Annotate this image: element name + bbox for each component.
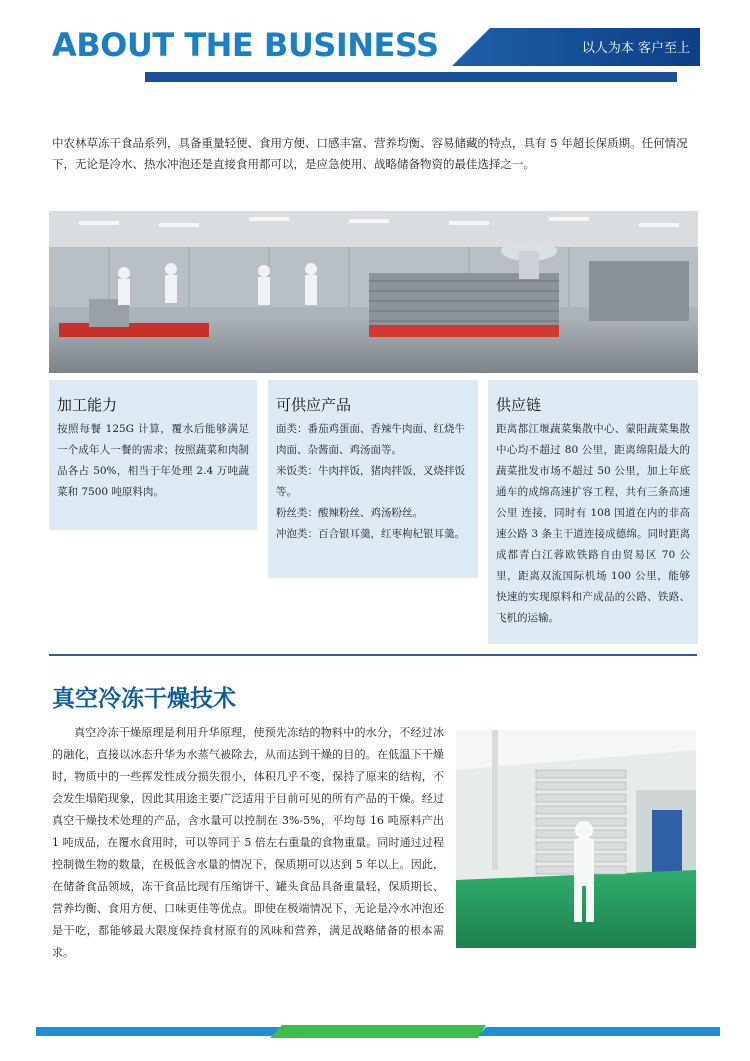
box-title: 加工能力 — [57, 396, 118, 414]
box-title: 供应链 — [496, 396, 542, 414]
product-line-rice: 米饭类：牛肉拌饭，猪肉拌饭，叉烧拌饭等。 — [276, 465, 465, 498]
section-divider — [49, 654, 697, 656]
page-title: ABOUT THE BUSINESS — [52, 26, 439, 64]
cleanroom-photo — [456, 730, 696, 948]
box-body: 按照每餐 125G 计算，覆水后能够满足一个成年人一餐的需求；按照蔬菜和肉制品各占 50%，相当于年处理 2.4 万吨蔬菜和 7500 吨原料肉。 — [57, 423, 249, 498]
factory-photo — [49, 211, 698, 373]
section-title: 真空冷冻干燥技术 — [52, 686, 236, 712]
info-box-processing-capacity — [49, 380, 257, 530]
tech-paragraph: 真空冷冻干燥原理是利用升华原理，使预先冻结的物料中的水分，不经过冰的融化，直接以冰态升华为水蒸气被除去，从而达到干燥的目的。在低温下干燥时，物质中的一些挥发性成分损失很小，体积几乎不变，保持了原来的结构，不会发生塌陷现象，因此其用途主要广泛适用于目前可见的所有产品的干燥。经过真空干燥技术处理的产品，含水量可以控制在 3%-5%，平均每 16 吨原料产出 1 吨成品，在覆水食用时，可以等同于 5 倍左右重量的食物重量。同时通过过程控制微生物的数量，在极低含水量的情况下，保质期可以达到 5 年以上。因此，在储备食品领域，冻干食品比现有压缩饼干、罐头食品具备重量轻，保质期长、营养均衡、食用方便、口味更佳等优点。即使在极端情况下，无论是冷水冲泡还是干吃，都能够最大限度保持食材原有的风味和营养，满足战略储备的根本需求。 — [52, 726, 444, 959]
product-line-vermicelli: 粉丝类：酸辣粉丝、鸡汤粉丝。 — [276, 507, 423, 519]
info-box-supply-chain — [488, 380, 698, 644]
footer-stripe-blue-left — [36, 1027, 290, 1036]
box-title: 可供应产品 — [276, 396, 352, 414]
footer-stripe-green — [270, 1025, 486, 1038]
header-rule — [145, 72, 677, 82]
intro-paragraph: 中农林草冻干食品系列，具备重量轻便、食用方便、口感丰富、营养均衡、容易储藏的特点，具有 5 年超长保质期。任何情况下，无论是冷水、热水冲泡还是直接食用都可以，是应急使用、战略储备物资的最佳选择之一。 — [52, 136, 688, 171]
footer-stripes — [0, 1022, 750, 1042]
box-body: 距离都江堰蔬菜集散中心、蒙阳蔬菜集散中心均不超过 80 公里，距离绵阳最大的蔬菜批发市场不超过 50 公里，加上年底通车的成绵高速扩容工程，共有三条高速公里 连接，同时有 108 国道在内的非高速公路 3 条主干道连接成德绵。同时距离成都青白江蓉欧铁路自由贸易区 70 公里，距离双流国际机场 100 公里，能够快速的实现原料和产成品的公路、铁路、飞机的运输。 — [496, 423, 690, 624]
info-box-available-products — [268, 380, 478, 578]
product-line-brew: 冲泡类：百合银耳羹，红枣枸杞银耳羹。 — [276, 528, 465, 540]
header-slogan: 以人为本 客户至上 — [581, 41, 690, 56]
footer-stripe-blue-right — [478, 1027, 720, 1036]
product-line-noodles: 面类：番茄鸡蛋面、香辣牛肉面、红烧牛肉面、杂酱面、鸡汤面等。 — [276, 423, 465, 456]
